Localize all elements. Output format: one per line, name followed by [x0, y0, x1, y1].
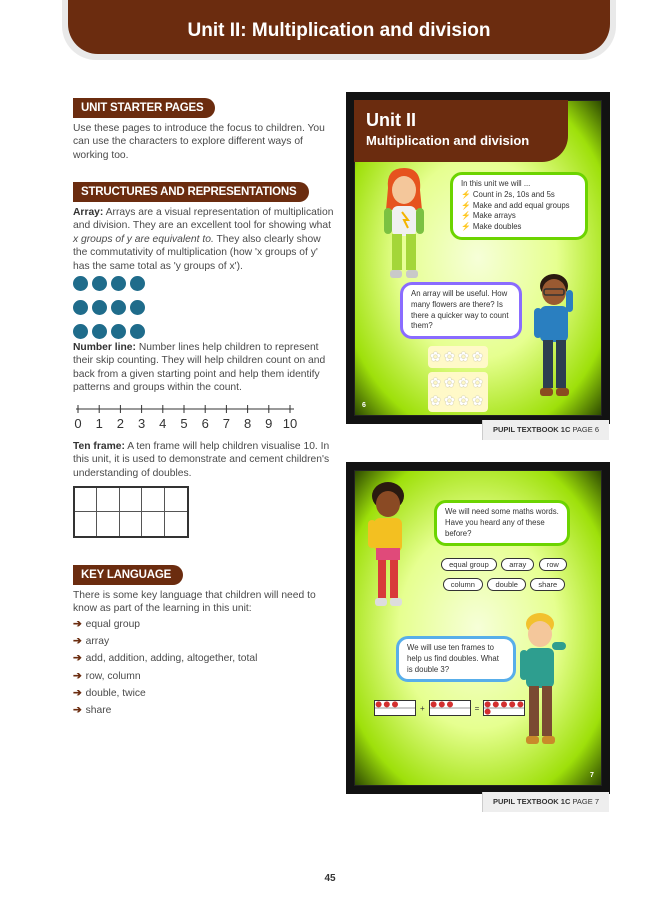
- unit-banner: [354, 100, 568, 162]
- flower-array: [428, 346, 488, 368]
- number-line-label: 10: [282, 416, 297, 431]
- flower-icon: ✿: [430, 393, 441, 408]
- section-heading-key-language: KEY LANGUAGE: [73, 565, 183, 585]
- numberline-text: Number lines help children to represent their skip counting. They will help children count on and back from a given starting point and help them identify patterns and groups within the count.: [73, 342, 326, 394]
- array-dot: [73, 300, 88, 315]
- number-line-label: 8: [243, 416, 252, 431]
- page-number-7: 7: [590, 772, 594, 779]
- flower-icon: ✿: [444, 393, 455, 408]
- array-dot: [92, 276, 107, 291]
- doubles-equation: [374, 700, 525, 716]
- word-chips-row-1: [424, 554, 584, 572]
- ten-frame-mini: [429, 700, 471, 716]
- array-paragraph: [73, 206, 335, 273]
- arrow-right-icon: ➔: [73, 619, 82, 630]
- ten-frame-mini: [483, 700, 525, 716]
- flower-icon: ✿: [458, 349, 469, 364]
- boy-character-illustration: [532, 270, 576, 400]
- arrow-right-icon: ➔: [73, 704, 82, 716]
- goal-item: ⚡ Make arrays: [461, 211, 516, 221]
- equals-sign: =: [474, 703, 480, 713]
- array-dot: [92, 300, 107, 315]
- girl-braids-character-illustration: [364, 480, 412, 610]
- caption-page-6: PUPIL TEXTBOOK 1C PAGE 6: [482, 420, 609, 440]
- number-line-label: 0: [74, 416, 82, 431]
- array-dot: [73, 324, 88, 339]
- ten-frame-mini: [374, 700, 416, 716]
- flower-array: [428, 372, 488, 412]
- array-dot: [111, 300, 126, 315]
- word-chip: array: [501, 558, 534, 571]
- word-chip: equal group: [441, 558, 497, 571]
- speech-bubble-ten-frames: We will use ten frames to help us find doubles. What is double 3?: [396, 636, 516, 682]
- number-line-label: 1: [95, 416, 103, 431]
- numberline-label: Number line:: [73, 342, 136, 353]
- list-item: ➔ equal group: [73, 619, 141, 630]
- key-language-list: [73, 616, 335, 719]
- array-dot: [130, 276, 145, 291]
- speech-bubble-goals: In this unit we will ... ⚡ Count in 2s, 10s and 5s ⚡ Make and add equal groups ⚡ Make arrays ⚡ Make doubles: [450, 172, 588, 240]
- lightning-icon: ⚡: [461, 222, 471, 232]
- ten-frame: [73, 486, 189, 538]
- arrow-right-icon: ➔: [73, 687, 82, 699]
- number-line-label: 5: [180, 416, 188, 431]
- page-number-6: 6: [362, 402, 366, 409]
- plus-sign: +: [420, 703, 425, 713]
- goal-item: ⚡ Make and add equal groups: [461, 200, 570, 210]
- number-line-label: 2: [116, 416, 125, 431]
- flower-icon: ✿: [444, 375, 455, 390]
- list-item: ➔ add, addition, adding, altogether, total: [73, 653, 258, 665]
- array-text-2: They also clearly show the commutativity of multiplication (how 'x groups of y' has the same total as 'y groups of x').: [73, 233, 321, 272]
- word-chip: row: [539, 558, 567, 571]
- numberline-paragraph: [73, 341, 335, 395]
- number-line-label: 9: [265, 416, 273, 431]
- page-title: Unit II: Multiplication and division: [68, 0, 610, 54]
- flower-icon: ✿: [472, 349, 483, 364]
- array-dot: [73, 276, 88, 291]
- unit-subtitle: Multiplication and division: [366, 133, 530, 148]
- lightning-icon: ⚡: [461, 189, 471, 199]
- flower-icon: ✿: [472, 375, 483, 390]
- starter-body: Use these pages to introduce the focus to children. You can use the characters to explore different ways of working too.: [73, 123, 325, 161]
- arrow-right-icon: ➔: [73, 653, 82, 665]
- tenframe-paragraph: [73, 440, 335, 480]
- array-text-italic: x groups of y are equivalent to.: [73, 233, 214, 245]
- flower-icon: ✿: [430, 375, 441, 390]
- array-text-1: Arrays are a visual representation of multiplication and division. They are an excellent tool for showing what: [73, 207, 334, 232]
- unit-number: Unit II: [366, 110, 416, 130]
- array-dot: [111, 276, 126, 291]
- word-chips-row-2: [424, 574, 584, 592]
- boy-blond-character-illustration: [514, 610, 570, 750]
- number-line-label: 3: [137, 416, 146, 431]
- arrow-right-icon: ➔: [73, 636, 82, 648]
- array-dots: [73, 276, 163, 348]
- list-item: ➔ double, twice: [73, 687, 146, 699]
- speech-bubble-question: An array will be useful. How many flowers are there? Is there a quicker way to count them?: [400, 282, 522, 339]
- goal-item: ⚡ Count in 2s, 10s and 5s: [461, 189, 555, 199]
- girl-character-illustration: [378, 166, 430, 282]
- word-chip: share: [530, 578, 565, 591]
- lightning-icon: ⚡: [461, 211, 471, 221]
- flower-icon: ✿: [458, 375, 469, 390]
- word-chip: double: [487, 578, 526, 591]
- section-heading-structures: STRUCTURES AND REPRESENTATIONS: [73, 182, 309, 202]
- number-line: [72, 402, 297, 432]
- textbook-page-7: [346, 462, 610, 794]
- caption-page-7: PUPIL TEXTBOOK 1C PAGE 7: [482, 792, 609, 812]
- array-label: Array:: [73, 207, 104, 218]
- array-dot: [130, 300, 145, 315]
- lightning-icon: ⚡: [461, 200, 471, 210]
- page-number: 45: [324, 873, 336, 884]
- number-line-label: 6: [201, 416, 209, 431]
- list-item: ➔ row, column: [73, 670, 141, 682]
- flower-icon: ✿: [430, 349, 441, 364]
- array-dot: [130, 324, 145, 339]
- textbook-page-6: [346, 92, 610, 424]
- word-chip: column: [443, 578, 483, 591]
- section-heading-starter: UNIT STARTER PAGES: [73, 98, 215, 118]
- goal-item: ⚡ Make doubles: [461, 222, 522, 232]
- number-line-label: 7: [222, 416, 231, 431]
- tenframe-label: Ten frame:: [73, 441, 125, 452]
- array-dot: [111, 324, 126, 339]
- speech-bubble-maths-words: We will need some maths words. Have you heard any of these before?: [434, 500, 570, 546]
- flower-icon: ✿: [458, 393, 469, 408]
- arrow-right-icon: ➔: [73, 670, 82, 682]
- key-language-intro: There is some key language that children will need to know as part of the learning in this unit:: [73, 590, 316, 615]
- array-dot: [92, 324, 107, 339]
- flower-icon: ✿: [444, 349, 455, 364]
- tenframe-text: A ten frame will help children visualise 10. In this unit, it is used to demonstrate and cement children's understanding of doubles.: [73, 441, 330, 479]
- flower-icon: ✿: [472, 393, 483, 408]
- list-item: ➔ share: [73, 704, 112, 716]
- number-line-label: 4: [159, 416, 167, 431]
- flower-array-group: [428, 346, 518, 412]
- list-item: ➔ array: [73, 636, 110, 648]
